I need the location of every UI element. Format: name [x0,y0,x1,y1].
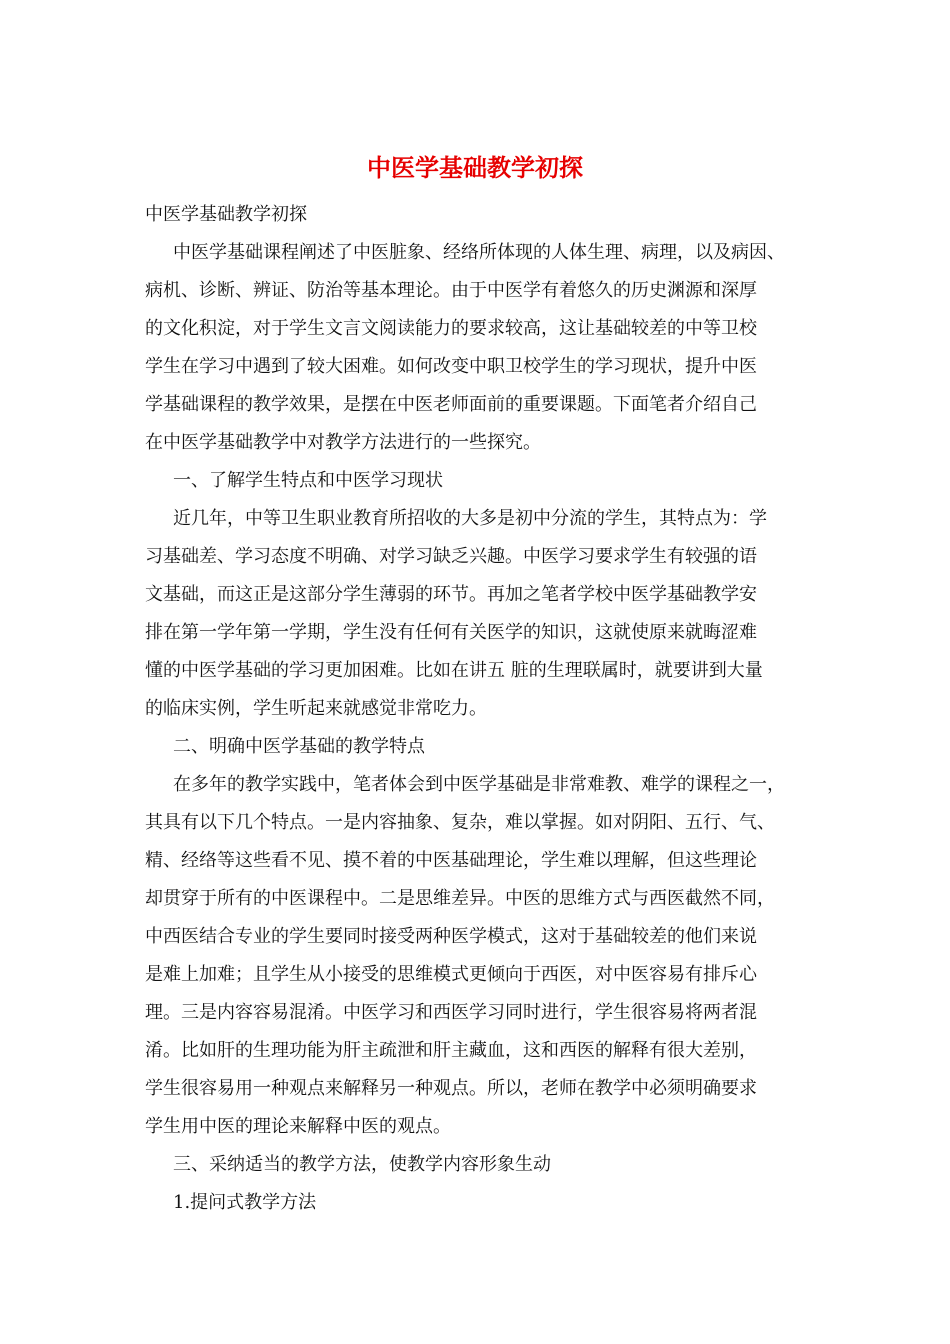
text-line: 学基础课程的教学效果，是摆在中医老师面前的重要课题。下面笔者介绍自己 [145,394,757,415]
text-line: 文基础，而这正是这部分学生薄弱的环节。再加之笔者学校中医学基础教学安 [145,584,757,605]
text-line: 是难上加难；且学生从小接受的思维模式更倾向于西医，对中医容易有排斥心 [145,964,757,985]
text-line: 在多年的教学实践中，笔者体会到中医学基础是非常难教、难学的课程之一， [173,774,785,795]
text-line: 习基础差、学习态度不明确、对学习缺乏兴趣。中医学习要求学生有较强的语 [145,546,757,567]
text-line: 近几年，中等卫生职业教育所招收的大多是初中分流的学生，其特点为：学 [173,508,767,529]
text-line: 精、经络等这些看不见、摸不着的中医基础理论，学生难以理解，但这些理论 [145,850,757,871]
text-line: 学生用中医的理论来解释中医的观点。 [145,1116,451,1137]
text-line: 懂的中医学基础的学习更加困难。比如在讲五 脏的生理联属时，就要讲到大量 [145,660,763,681]
text-line: 二、明确中医学基础的教学特点 [173,736,425,757]
text-line: 理。三是内容容易混淆。中医学习和西医学习同时进行，学生很容易将两者混 [145,1002,757,1023]
document-title: 中医学基础教学初探 [367,153,583,182]
text-line: 的文化积淀，对于学生文言文阅读能力的要求较高，这让基础较差的中等卫校 [145,318,757,339]
text-line: 淆。比如肝的生理功能为肝主疏泄和肝主藏血，这和西医的解释有很大差别， [145,1040,757,1061]
text-line: 学生很容易用一种观点来解释另一种观点。所以，老师在教学中必须明确要求 [145,1078,757,1099]
text-line: 其具有以下几个特点。一是内容抽象、复杂，难以掌握。如对阴阳、五行、气、 [145,812,775,833]
text-line: 排在第一学年第一学期，学生没有任何有关医学的知识，这就使原来就晦涩难 [145,622,757,643]
text-line: 病机、诊断、辨证、防治等基本理论。由于中医学有着悠久的历史渊源和深厚 [145,280,757,301]
document-body [145,196,810,1222]
text-line: 却贯穿于所有的中医课程中。二是思维差异。中医的思维方式与西医截然不同， [145,888,775,909]
text-line: 在中医学基础教学中对教学方法进行的一些探究。 [145,432,541,453]
text-line: 一、了解学生特点和中医学习现状 [173,470,443,491]
text-line: 1.提问式教学方法 [173,1192,317,1213]
text-line: 中医学基础教学初探 [145,204,307,225]
text-line: 的临床实例，学生听起来就感觉非常吃力。 [145,698,487,719]
text-line: 中医学基础课程阐述了中医脏象、经络所体现的人体生理、病理，以及病因、 [173,242,785,263]
text-line: 三、采纳适当的教学方法，使教学内容形象生动 [173,1154,551,1175]
text-line: 学生在学习中遇到了较大困难。如何改变中职卫校学生的学习现状，提升中医 [145,356,757,377]
text-line: 中西医结合专业的学生要同时接受两种医学模式，这对于基础较差的他们来说 [145,926,757,947]
